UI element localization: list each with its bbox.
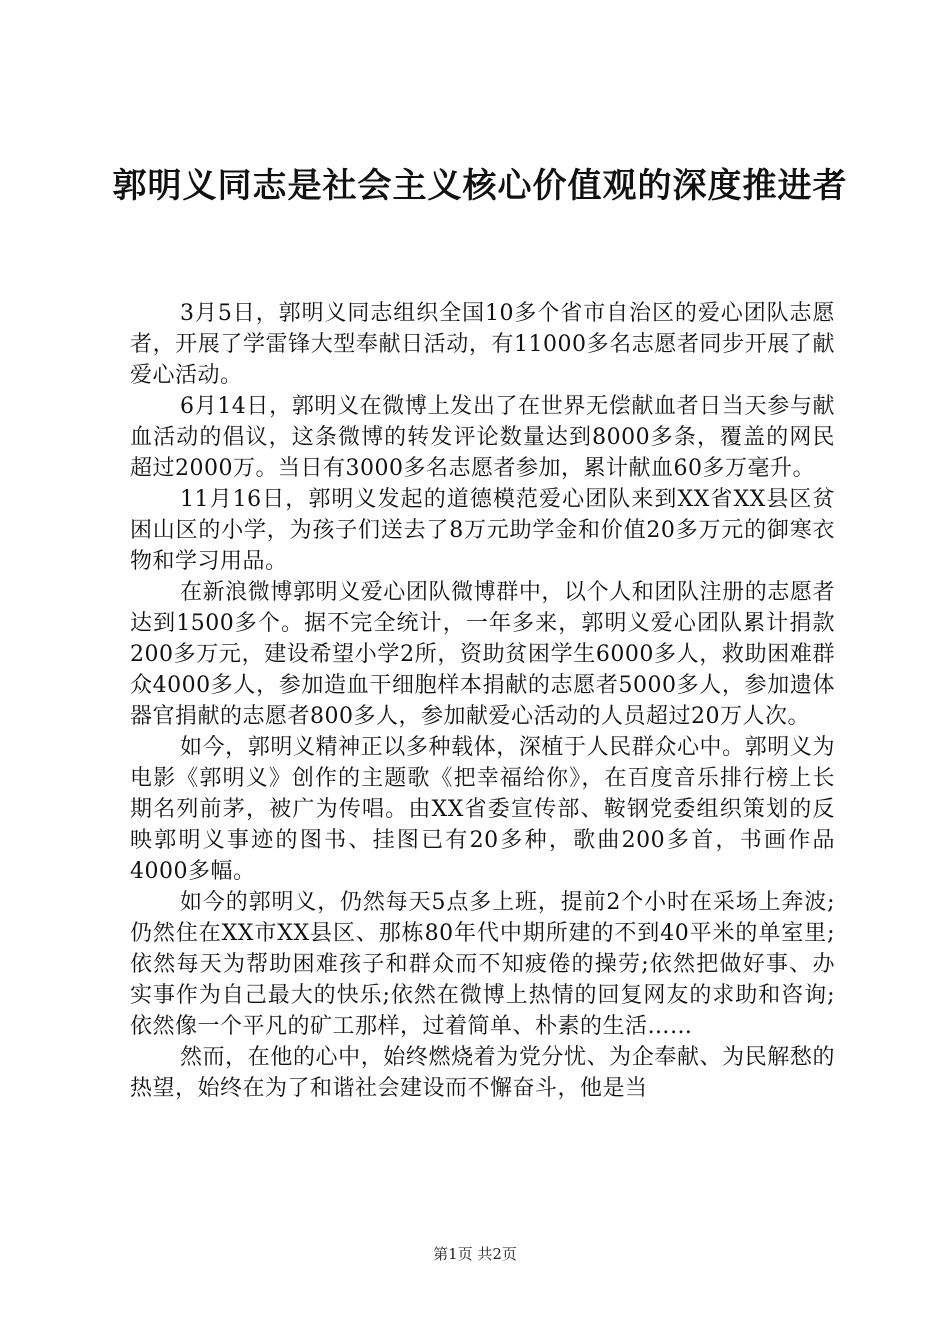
paragraph-7: 然而，在他的心中，始终燃烧着为党分忧、为企奉献、为民解愁的热望，始终在为了和谐社会建设而不懈奋斗，他是当: [130, 1045, 835, 1101]
document-title: 郭明义同志是社会主义核心价值观的深度推进者: [112, 166, 848, 206]
paragraph-1: 3月5日，郭明义同志组织全国10多个省市自治区的爱心团队志愿者，开展了学雷锋大型奉献日活动，有11000多名志愿者同步开展了献爱心活动。: [130, 301, 835, 388]
paragraph-3: 11月16日，郭明义发起的道德模范爱心团队来到XX省XX县区贫困山区的小学，为孩子们送去了8万元助学金和价值20多万元的御寒衣物和学习用品。: [130, 487, 835, 574]
paragraph-6: 如今的郭明义，仍然每天5点多上班，提前2个小时在采场上奔波;仍然住在XX市XX县区、那栋80年代中期所建的不到40平米的单室里;依然每天为帮助困难孩子和群众而不知疲倦的操劳;依然把做好事、办实事作为自己最大的快乐;依然在微博上热情的回复网友的求助和咨询;依然像一个平凡的矿工那样，过着简单、朴素的生活……: [130, 890, 835, 1039]
paragraph-4: 在新浪微博郭明义爱心团队微博群中，以个人和团队注册的志愿者达到1500多个。据不完全统计，一年多来，郭明义爱心团队累计捐款200多万元，建设希望小学2所，资助贫困学生6000多人，救助困难群众4000多人，参加造血干细胞样本捐献的志愿者5000多人，参加遗体器官捐献的志愿者800多人，参加献爱心活动的人员超过20万人次。: [130, 580, 835, 729]
document-body: [130, 298, 835, 1104]
paragraph-5: 如今，郭明义精神正以多种载体，深植于人民群众心中。郭明义为电影《郭明义》创作的主题歌《把幸福给你》，在百度音乐排行榜上长期名列前茅，被广为传唱。由XX省委宣传部、鞍钢党委组织策划的反映郭明义事迹的图书、挂图已有20多种，歌曲200多首，书画作品4000多幅。: [130, 735, 835, 884]
page-footer: 第1页 共2页: [433, 1245, 517, 1263]
paragraph-2: 6月14日，郭明义在微博上发出了在世界无偿献血者日当天参与献血活动的倡议，这条微博的转发评论数量达到8000多条，覆盖的网民超过2000万。当日有3000多名志愿者参加，累计献血60多万毫升。: [130, 394, 835, 481]
